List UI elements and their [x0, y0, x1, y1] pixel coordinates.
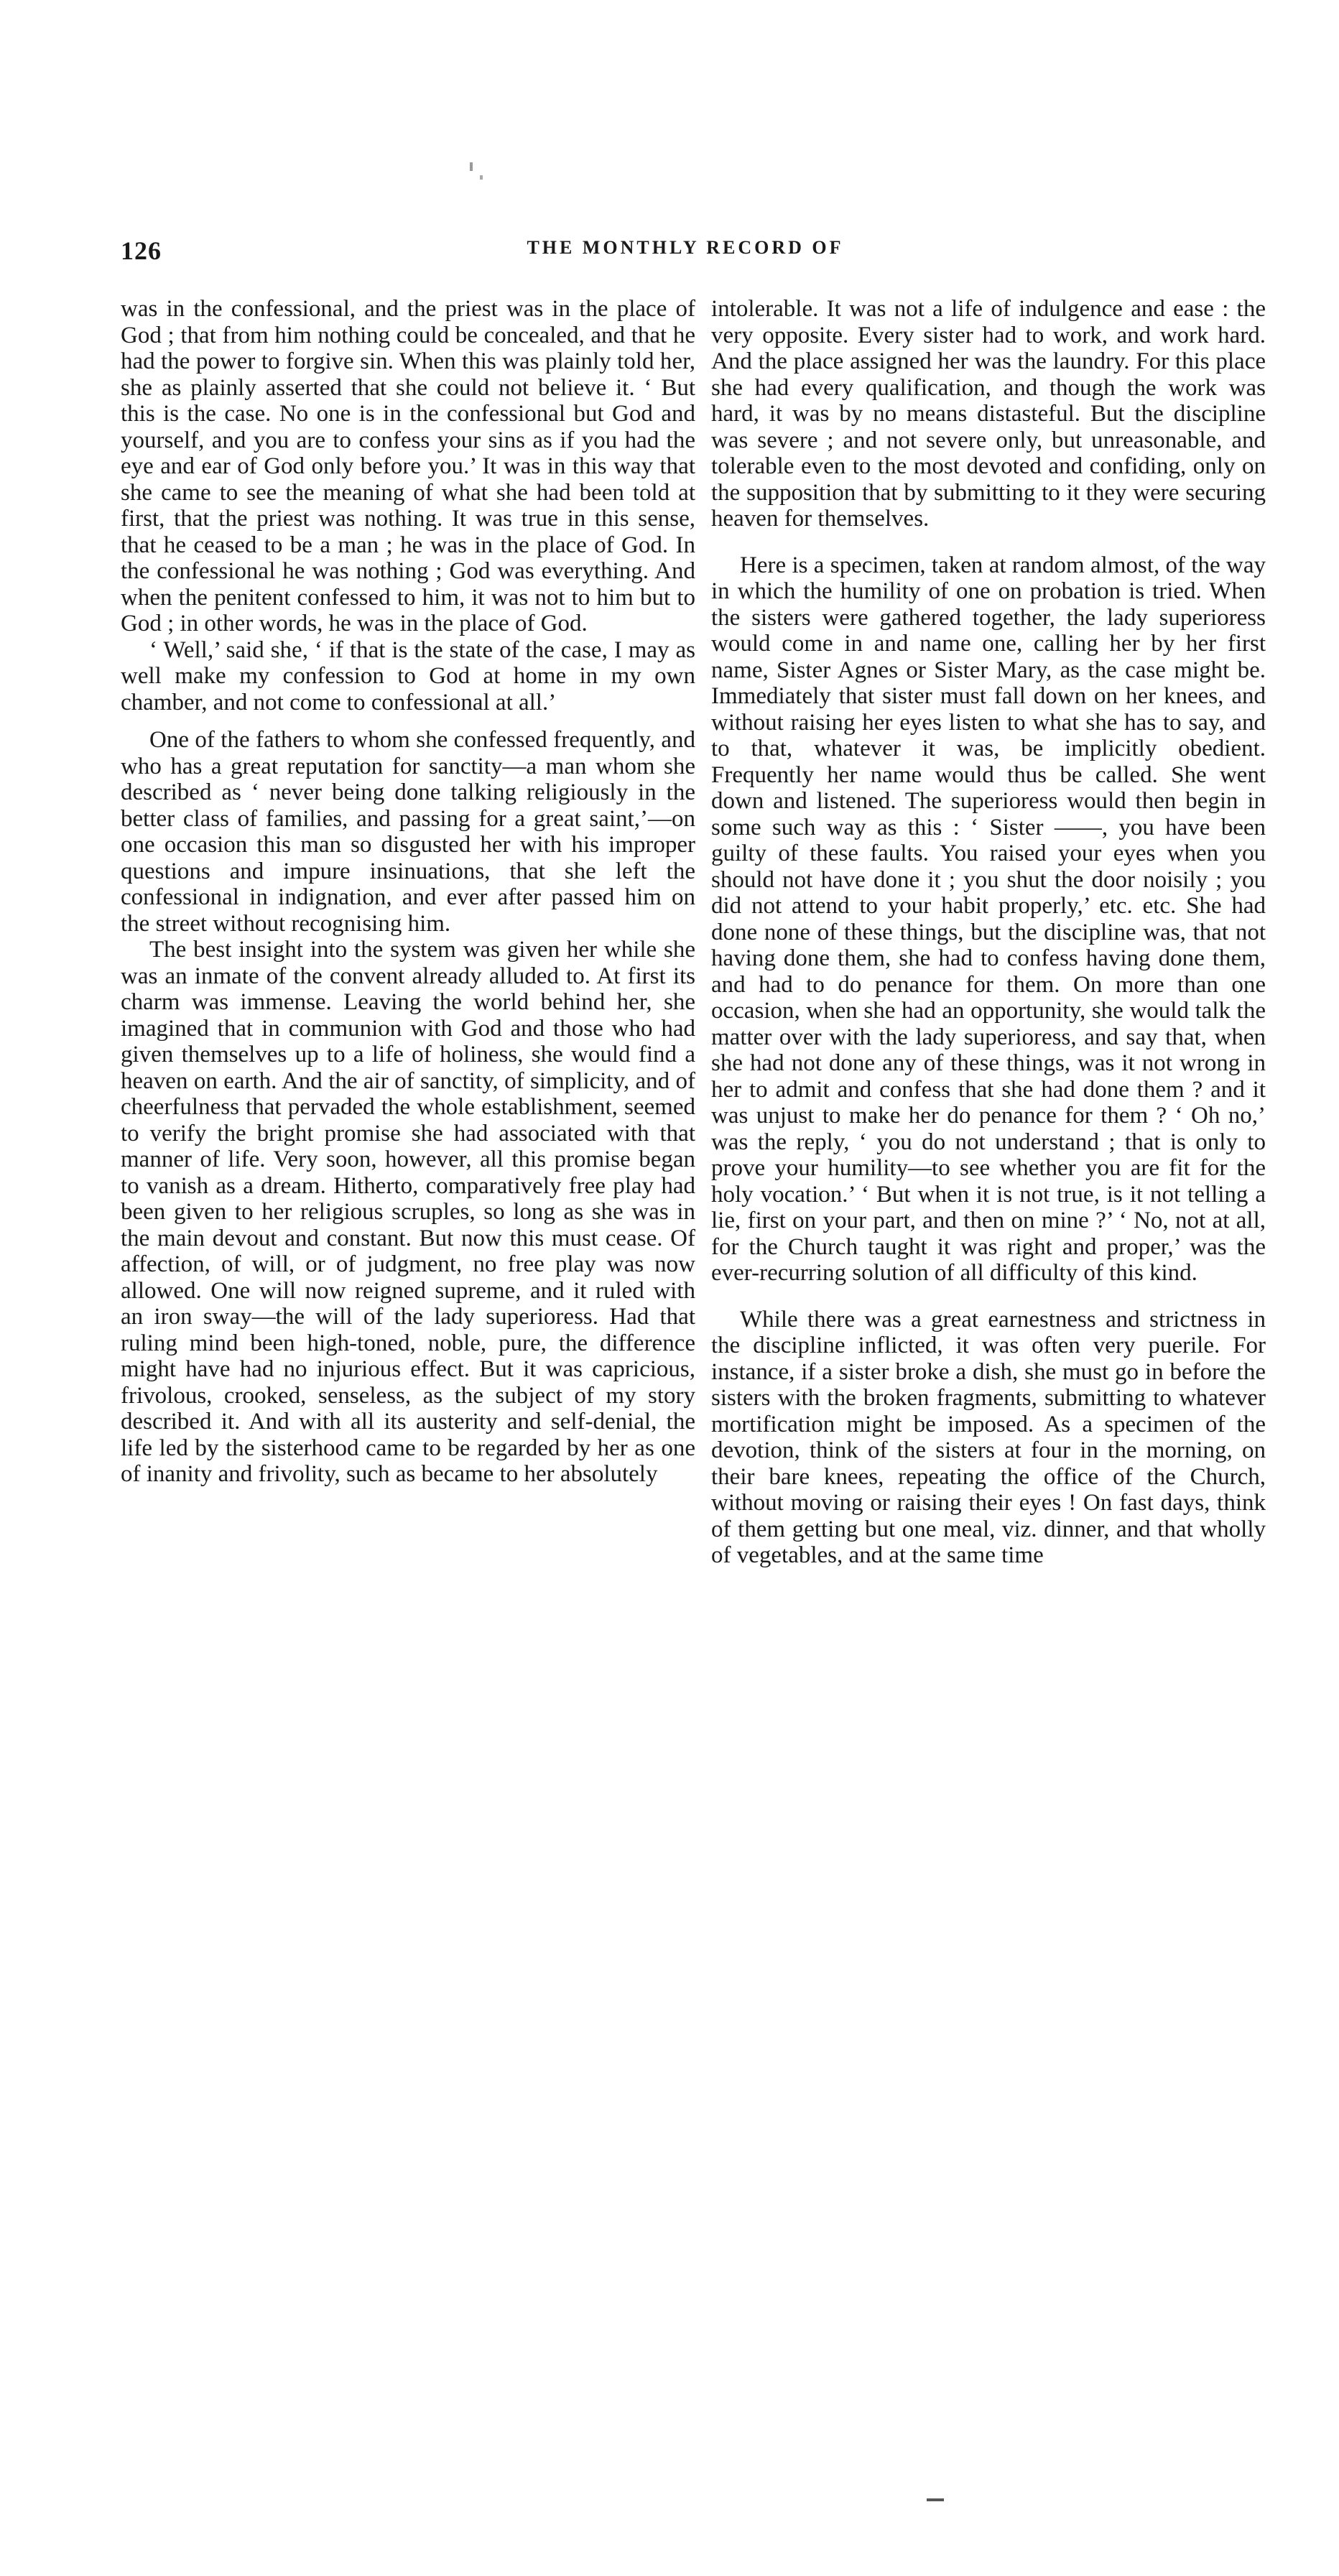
paragraph: Here is a specimen, taken at random almost, of the way in which the humility of one on probation is tried. When the sisters were gathered together, the lady superioress would come in and name one, calling her by her first name, Sister Agnes or Sister Mary, as the case might be. Immediately that sister must fall down on her knees, and without raising her eyes listen to what she has to say, and to that, whatever it was, be implicitly obedient. Frequently her name would thus be called. She went down and listened. The superioress would then begin in some such way as this : ‘ Sister ——, you have been guilty of these faults. You raised your eyes when you should not have done it ; you shut the door noisily ; you did not attend to your habit properly,’ etc. etc. She had done none of these things, but the discipline was, that not having done them, she had to confess having done them, and had to do penance for them. On more than one occasion, when she had an opportunity, she would talk the matter over with the lady superioress, and say that, when she had not done any of these things, was it not wrong in her to admit and confess that she had done them ? and it was unjust to make her do penance for them ? ‘ Oh no,’ was the reply, ‘ you do not understand ; that is only to prove your humility—to see whether you are fit for the holy vocation.’ ‘ But when it is not true, is it not telling a lie, first on your part, and then on mine ?’ ‘ No, not at all, for the Church taught it was right and proper,’ was the ever-recurring solution of all difficulty of this kind.: [711, 552, 1266, 1286]
paragraph: The best insight into the system was given her while she was an inmate of the convent already alluded to. At first its charm was immense. Leaving the world behind her, she imagined that in communion with God and those who had given themselves up to a life of holiness, she would find a heaven on earth. And the air of sanctity, of simplicity, and of cheerfulness that pervaded the whole establishment, seemed to verify the bright promise she had associated with that manner of life. Very soon, however, all this promise began to vanish as a dream. Hitherto, comparatively free play had been given to her religious scruples, so long as she was in the main devout and constant. But now this must cease. Of affection, of will, or of judgment, no free play was now allowed. One will now reigned supreme, and it ruled with an iron sway—the will of the lady superioress. Had that ruling mind been high-toned, noble, pure, the difference might have had no injurious effect. But it was capricious, frivolous, crooked, senseless, as the subject of my story described it. And with all its austerity and self-denial, the life led by the sisterhood came to be regarded by her as one of inanity and frivolity, such as became to her absolutely: [121, 937, 695, 1487]
print-speck: [470, 162, 473, 171]
page-header: [121, 236, 1250, 279]
paragraph: was in the confessional, and the priest was in the place of God ; that from him nothing could be concealed, and that he had the power to forgive sin. When this was plainly told her, she as plainly asserted that she could not believe it. ‘ But this is the case. No one is in the confessional but God and yourself, and you are to confess your sins as if you had the eye and ear of God only before you.’ It was in this way that she came to see the meaning of what she had been told at first, that the priest was nothing. It was true in this sense, that he ceased to be a man ; he was in the place of God. In the confessional he was nothing ; God was everything. And when the penitent confessed to him, it was not to him but to God ; in other words, he was in the place of God.: [121, 296, 695, 636]
footer-dash: [927, 2498, 944, 2501]
running-head: THE MONTHLY RECORD OF: [527, 237, 844, 258]
paragraph: One of the fathers to whom she confessed frequently, and who has a great reputation for sanctity—a man whom she described as ‘ never being done talking religiously in the better class of families, and passing for a great saint,’—on one occasion this man so disgusted her with his improper questions and impure insinuations, that she left the confessional in indignation, and ever after passed him on the street without recognising him.: [121, 727, 695, 937]
right-column: [711, 296, 1266, 1569]
print-speck: [480, 175, 483, 180]
left-column: [121, 296, 695, 1488]
page-number: 126: [121, 236, 162, 265]
paragraph: ‘ Well,’ said she, ‘ if that is the state of the case, I may as well make my confession to God at home in my own chamber, and not come to confessional at all.’: [121, 636, 695, 715]
paragraph: intolerable. It was not a life of indulgence and ease : the very opposite. Every sister had to work, and work hard. And the place assigned her was the laundry. For this place she had every qualification, and though the work was hard, it was by no means distasteful. But the discipline was severe ; and not severe only, but unreasonable, and tolerable even to the most devoted and confiding, only on the supposition that by submitting to it they were securing heaven for themselves.: [711, 296, 1266, 532]
paragraph: While there was a great earnestness and strictness in the discipline inflicted, it was often very puerile. For instance, if a sister broke a dish, she must go in before the sisters with the broken fragments, submitting to whatever mortification might be imposed. As a specimen of the devotion, think of the sisters at four in the morning, on their bare knees, repeating the office of the Church, without moving or raising their eyes ! On fast days, think of them getting but one meal, viz. dinner, and that wholly of vegetables, and at the same time: [711, 1306, 1266, 1568]
